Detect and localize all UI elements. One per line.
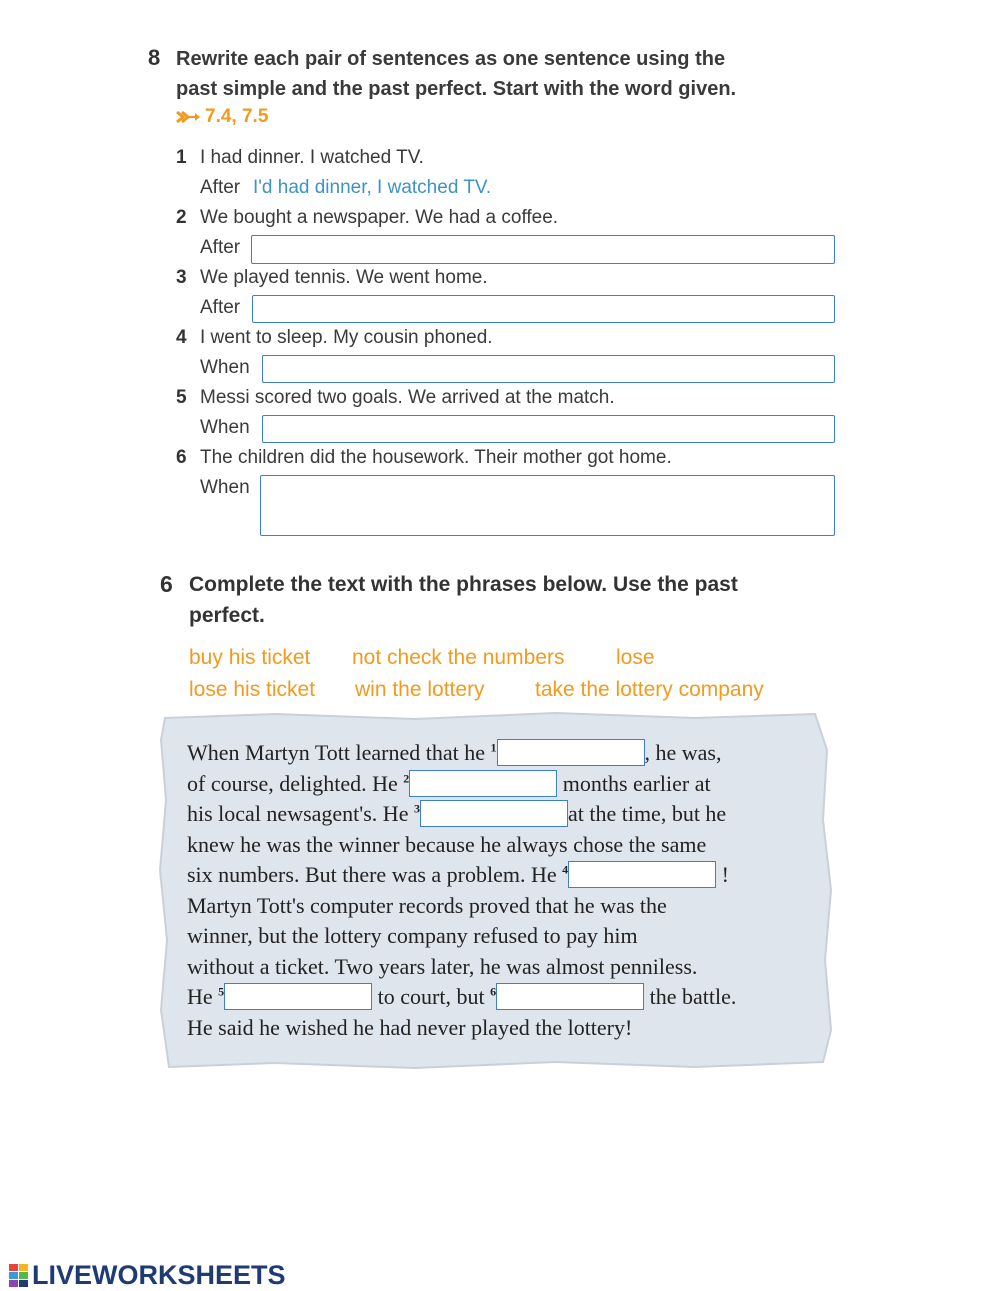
item-3-lead-word: After <box>200 297 241 318</box>
instruction-line-1: Rewrite each pair of sentences as one sentence using the <box>176 48 726 70</box>
story-line-5: six numbers. But there was a problem. He $^4$ ! <box>187 862 729 887</box>
instruction-line-2: perfect. <box>189 604 265 627</box>
item-4-lead-word: When <box>200 357 250 378</box>
item-4-answer-field[interactable] <box>262 355 835 383</box>
item-3-answer-field[interactable] <box>252 295 835 323</box>
story-line-10: He said he wished he had never played the lottery! <box>187 1014 633 1040</box>
story-line-7: winner, but the lottery company refused to pay him <box>187 923 638 948</box>
gap-2-input[interactable] <box>409 770 557 797</box>
phrase-lose: lose <box>616 646 655 669</box>
gap-1-input[interactable] <box>497 739 645 766</box>
gap-3-number: 3 <box>413 801 420 816</box>
story-line-2: of course, delighted. He $^2$ months earlier at <box>187 770 711 796</box>
gap-2-number: 2 <box>403 771 410 786</box>
story-line-9: He $^5$ to court, but $^6$ the battle. <box>187 984 737 1009</box>
double-arrow-icon <box>176 109 202 125</box>
item-1-sentence: I had dinner. I watched TV. <box>200 147 424 168</box>
gap-3-input[interactable] <box>420 800 568 827</box>
item-4-sentence: I went to sleep. My cousin phoned. <box>200 327 493 348</box>
item-5-answer-field[interactable] <box>262 415 835 443</box>
story-line-4: knew he was the winner because he always chose the same <box>187 831 707 857</box>
item-5-number: 5 <box>176 387 187 408</box>
item-2-lead-word: After <box>200 237 241 258</box>
item-1-example-answer: I'd had dinner, I watched TV. <box>253 177 492 198</box>
phrase-not-check-the-numbers: not check the numbers <box>352 646 565 669</box>
brand-name: LIVEWORKSHEETS <box>32 1260 286 1290</box>
gap-6-input[interactable] <box>496 983 644 1010</box>
item-2-sentence: We bought a newspaper. We had a coffee. <box>200 207 559 228</box>
gap-6-number: 6 <box>490 984 497 999</box>
story-line-3: his local newsagent's. He $^3$ at the time, but he <box>187 801 727 826</box>
item-1-lead-word: After <box>200 177 241 198</box>
instruction-line-2: past simple and the past perfect. Start with the word given. <box>176 78 737 100</box>
exercise-6-instruction <box>189 569 738 631</box>
liveworksheets-logo-icon <box>8 1263 30 1289</box>
gap-4-number: 4 <box>562 862 569 877</box>
gap-5-input[interactable] <box>224 983 372 1010</box>
gap-5-number: 5 <box>218 984 225 999</box>
exercise-6-number: 6 <box>160 571 173 597</box>
exercise-8-number: 8 <box>148 45 161 70</box>
item-5-lead-word: When <box>200 417 250 438</box>
item-6-lead-word: When <box>200 477 250 498</box>
item-2-answer-field[interactable] <box>251 235 835 264</box>
phrase-take-the-lottery-company: take the lottery company <box>535 678 764 701</box>
item-6-sentence: The children did the housework. Their mother got home. <box>200 447 672 468</box>
grammar-reference <box>176 106 268 128</box>
story-line-8: without a ticket. Two years later, he was almost penniless. <box>187 953 698 979</box>
item-3-number: 3 <box>176 267 187 288</box>
item-4-number: 4 <box>176 327 187 348</box>
phrase-lose-his-ticket: lose his ticket <box>189 678 316 701</box>
item-6-answer-field[interactable] <box>260 475 835 536</box>
story-line-1: When Martyn Tott learned that he $^1$ , he was, <box>187 740 722 765</box>
item-2-number: 2 <box>176 207 187 228</box>
phrase-buy-his-ticket: buy his ticket <box>189 646 311 669</box>
instruction-line-1: Complete the text with the phrases below. Use the past <box>189 573 738 596</box>
item-6-number: 6 <box>176 447 187 468</box>
story-text <box>187 738 736 1043</box>
item-1-number: 1 <box>176 147 187 168</box>
exercise-8-instruction <box>176 44 736 104</box>
gap-1-number: 1 <box>490 740 497 755</box>
gap-4-input[interactable] <box>568 861 716 888</box>
liveworksheets-logo <box>8 1260 286 1291</box>
reference-text: 7.4, 7.5 <box>205 106 269 127</box>
phrase-win-the-lottery: win the lottery <box>355 678 485 701</box>
item-5-sentence: Messi scored two goals. We arrived at the match. <box>200 387 615 408</box>
item-3-sentence: We played tennis. We went home. <box>200 267 488 288</box>
story-line-6: Martyn Tott's computer records proved that he was the <box>187 892 667 918</box>
